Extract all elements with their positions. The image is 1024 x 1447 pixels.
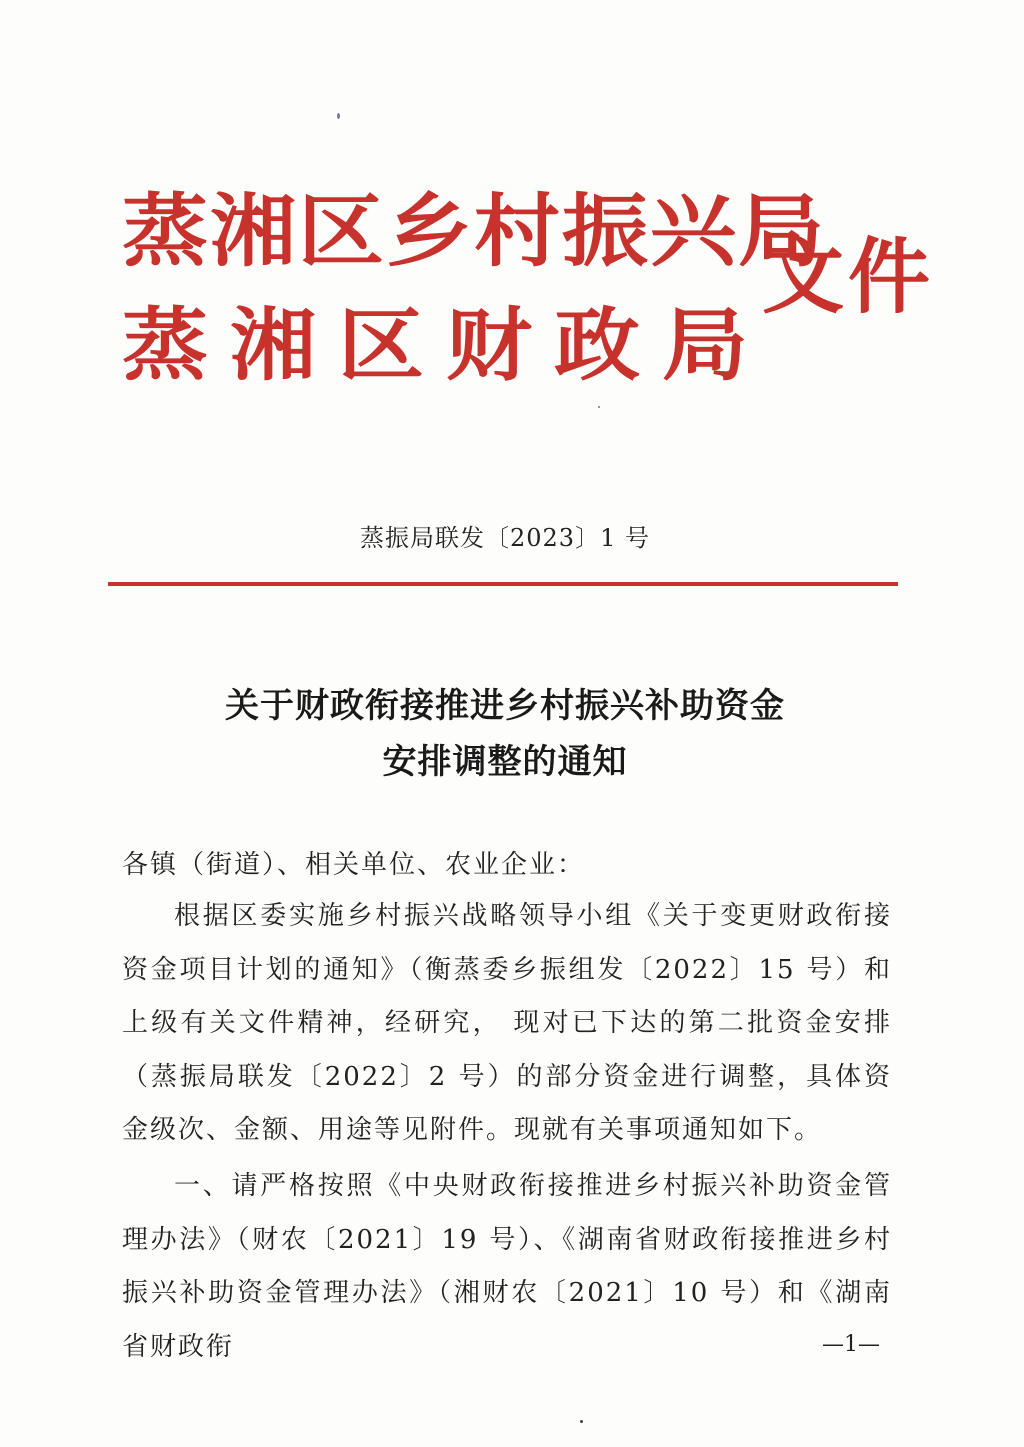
masthead-issuer-finance: 蒸湘区财政局 <box>122 300 770 392</box>
scan-speck <box>598 406 600 408</box>
red-divider-line <box>108 582 898 586</box>
scan-speck <box>580 1420 583 1423</box>
salutation: 各镇（街道）、相关单位、农业企业： <box>122 850 586 880</box>
masthead-issuer-rural-revitalization: 蒸湘区乡村振兴局 <box>122 186 826 278</box>
document-title-line2: 安排调整的通知 <box>382 742 628 782</box>
body-paragraph-1: 根据区委实施乡村振兴战略领导小组《关于变更财政衔接资金项目计划的通知》（衡蒸委乡振组发〔2022〕15 号）和上级有关文件精神，经研究， 现对已下达的第二批资金安排（蒸振局联发〔2022〕2 号）的部分资金进行调整，具体资金级次、金额、用途等见附件。现就有关事项通知如下。 <box>122 901 892 1146</box>
scan-speck <box>337 113 340 119</box>
page-number: —1— <box>822 1332 880 1357</box>
document-title-line1: 关于财政衔接推进乡村振兴补助资金 <box>225 686 785 726</box>
document-number: 蒸振局联发〔2023〕1 号 <box>360 524 650 552</box>
body-paragraph-2: 一、请严格按照《中央财政衔接推进乡村振兴补助资金管理办法》（财农〔2021〕19 号）、《湖南省财政衔接推进乡村振兴补助资金管理办法》（湘财农〔2021〕10 号）和《湖南省财政衔 <box>122 1171 892 1362</box>
masthead-document-label: 文件 <box>762 230 935 325</box>
